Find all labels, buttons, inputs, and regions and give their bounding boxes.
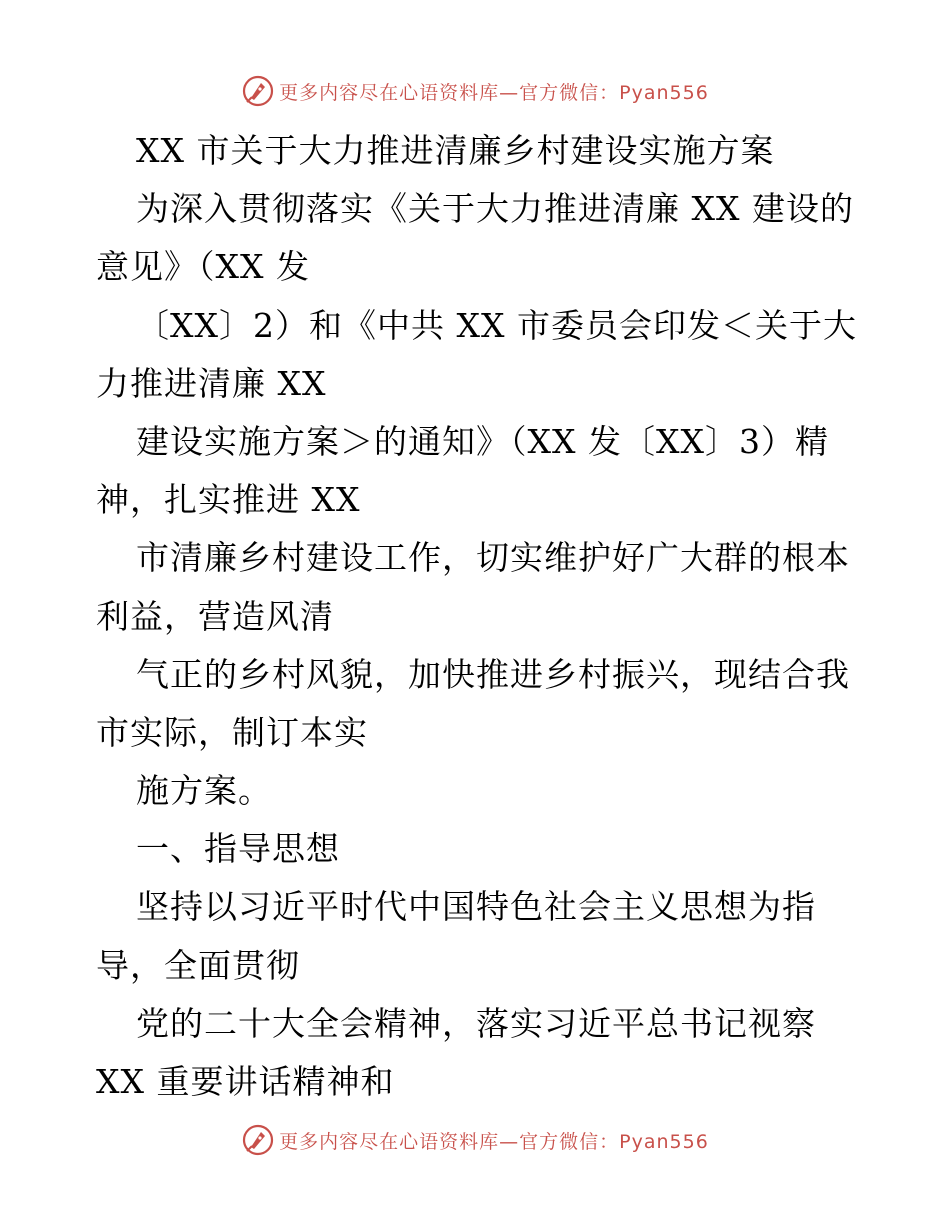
text-line: XX 重要讲话精神和 [96,1062,395,1101]
text-line: 利益，营造风清 [96,596,334,636]
text-line: 意见》（XX 发 [96,247,310,287]
text-line: 坚持以习近平时代中国特色社会主义思想为指 [136,887,816,927]
text-line: 力推进清廉 XX [96,363,327,403]
text-line: 施方案。 [136,771,272,811]
text-line: 气正的乡村风貌，加快推进乡村振兴，现结合我 [136,654,850,694]
pen-nib-logo-icon [241,1123,275,1157]
text-line: 建设实施方案＞的通知》（XX 发〔XX〕3）精 [136,421,829,461]
banner-text: 更多内容尽在心语资料库—官方微信：Pyan556 [279,1130,709,1153]
text-line: 神，扎实推进 XX [96,480,361,520]
pen-nib-logo-icon [241,74,275,108]
text-line: 党的二十大全会精神，落实习近平总书记视察 [136,1003,816,1043]
banner-text: 更多内容尽在心语资料库—官方微信：Pyan556 [279,81,709,104]
text-line: 市清廉乡村建设工作，切实维护好广大群的根本 [136,538,850,578]
text-line: 市实际，制订本实 [96,712,368,752]
text-line: 为深入贯彻落实《关于大力推进清廉 XX 建设的 [136,189,854,229]
document-body [96,122,866,1111]
text-line: 导，全面贯彻 [96,945,300,985]
text-line: 〔XX〕2）和《中共 XX 市委员会印发＜关于大 [136,305,857,345]
section-heading: 一、指导思想 [136,829,340,869]
header-banner [0,71,950,111]
document-title: XX 市关于大力推进清廉乡村建设实施方案 [136,131,775,170]
footer-banner [0,1120,950,1160]
